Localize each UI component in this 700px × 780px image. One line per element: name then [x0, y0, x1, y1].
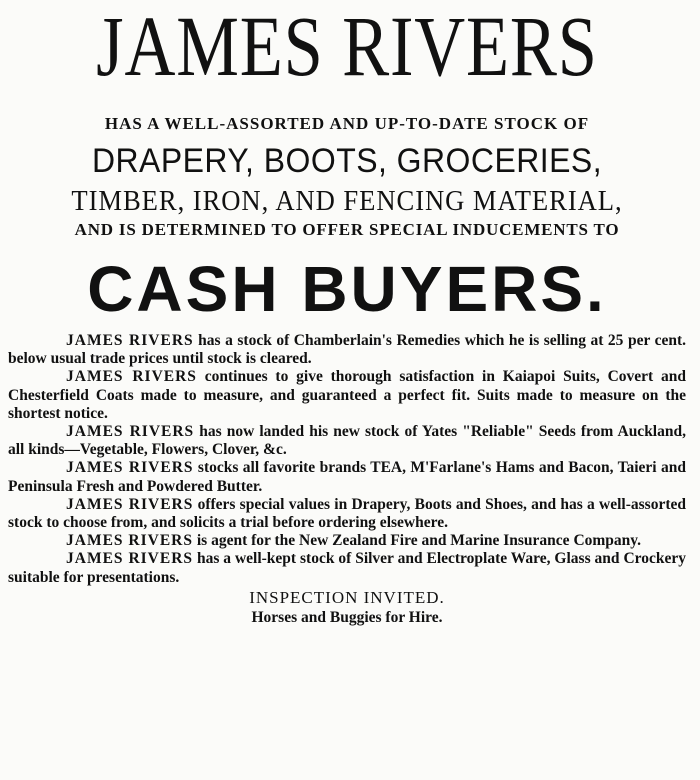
- merchant-name: JAMES RIVERS: [66, 495, 194, 513]
- body-text: [8, 332, 686, 587]
- paragraph: [8, 332, 686, 368]
- merchant-name: JAMES RIVERS: [66, 532, 193, 550]
- horses-for-hire: Horses and Buggies for Hire.: [251, 608, 443, 626]
- paragraph: [8, 423, 686, 459]
- paragraph-text: has a stock of Chamberlain's Remedies which he is selling at 25 per cent. below usual trade prices until stock is cleared.: [8, 332, 686, 368]
- goods-line-1: DRAPERY, BOOTS, GROCERIES,: [91, 142, 603, 180]
- merchant-name: JAMES RIVERS: [66, 332, 194, 349]
- paragraph-text: stocks all favorite brands TEA, M'Farlane's Hams and Bacon, Taieri and Peninsula Fresh and Powdered Butter.: [8, 459, 686, 495]
- merchant-name: JAMES RIVERS: [66, 459, 194, 477]
- cash-buyers-heading: CASH BUYERS.: [87, 253, 607, 325]
- determined-line: AND IS DETERMINED TO OFFER SPECIAL INDUCEMENTS TO: [74, 220, 620, 239]
- inspection-invited: INSPECTION INVITED.: [249, 587, 445, 607]
- merchant-name: JAMES RIVERS: [66, 368, 197, 386]
- paragraph: [8, 532, 686, 550]
- merchant-name: JAMES RIVERS: [66, 550, 194, 568]
- masthead-title: JAMES RIVERS: [96, 0, 598, 94]
- paragraph-text: is agent for the New Zealand Fire and Marine Insurance Company.: [192, 532, 642, 550]
- paragraph-text: continues to give thorough satisfaction in Kaiapoi Suits, Covert and Chesterfield Coats made to measure, and guaranteed a perfect fit. Suits made to measure on the shortest notice.: [8, 368, 686, 422]
- intro-line: HAS A WELL-ASSORTED AND UP-TO-DATE STOCK OF: [104, 114, 590, 133]
- paragraph: [8, 496, 686, 532]
- paragraph: [8, 550, 686, 586]
- merchant-name: JAMES RIVERS: [66, 423, 195, 441]
- paragraph: [8, 368, 686, 423]
- paragraph-text: offers special values in Drapery, Boots and Shoes, and has a well-assorted stock to choose from, and solicits a trial before ordering elsewhere.: [8, 495, 686, 532]
- goods-line-2: TIMBER, IRON, AND FENCING MATERIAL,: [71, 186, 623, 217]
- paragraph-text: has a well-kept stock of Silver and Electroplate Ware, Glass and Crockery suitable for presentations.: [8, 550, 686, 586]
- paragraph: [8, 459, 686, 495]
- paragraph-text: has now landed his new stock of Yates "Reliable" Seeds from Auckland, all kinds—Vegetable, Flowers, Clover, &c.: [8, 423, 686, 459]
